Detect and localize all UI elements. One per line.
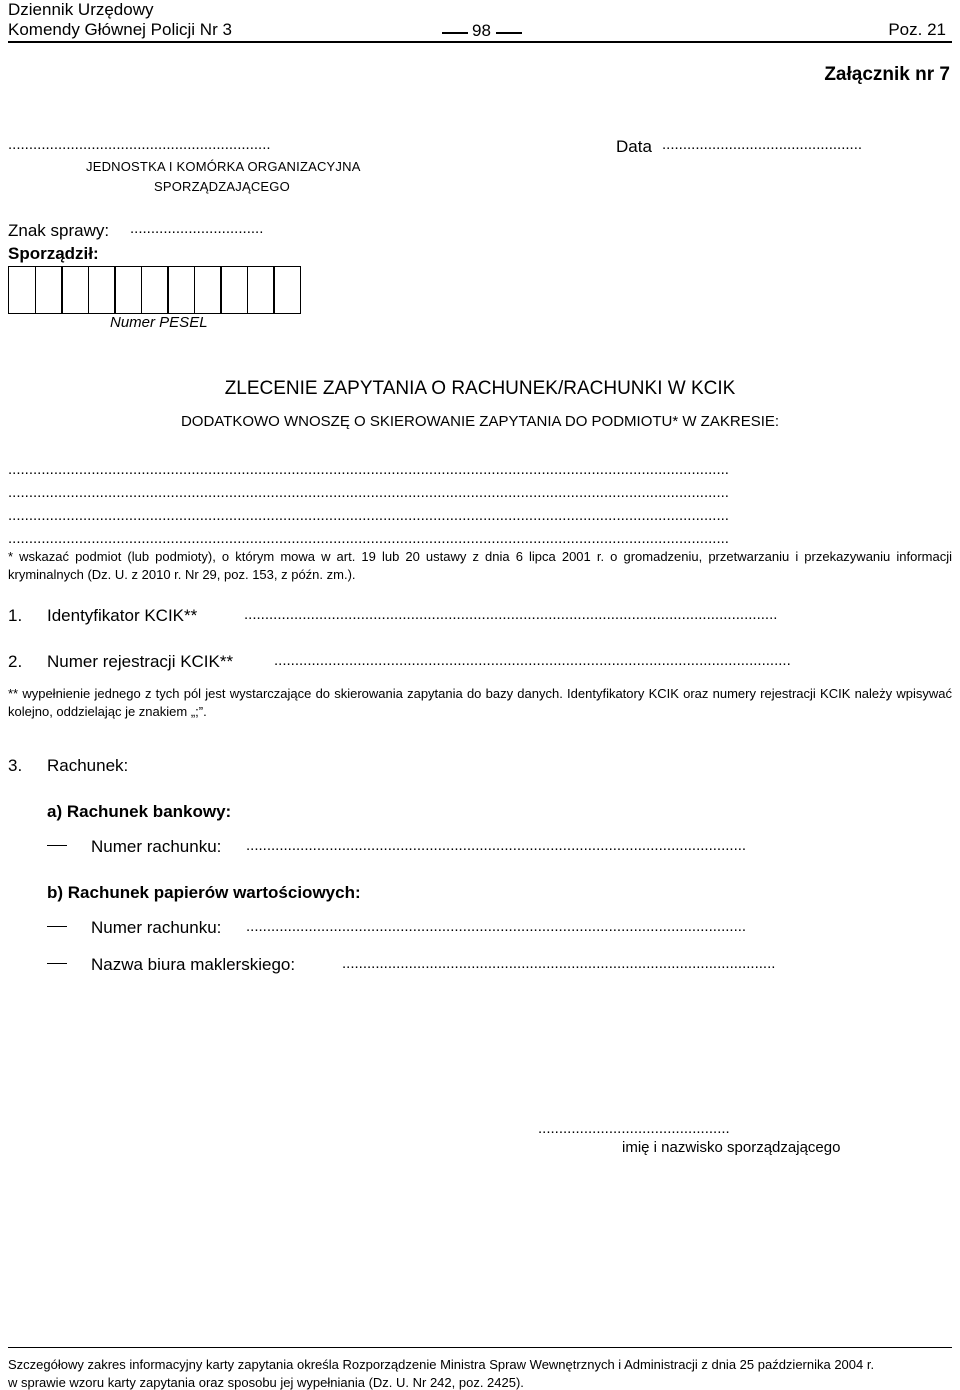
scope-line-4[interactable]: ............................................................................................................................................................................. [8,530,729,547]
prepared-by-label: Sporządził: [8,244,99,263]
pesel-digit-box[interactable] [141,266,169,314]
securities-account-label: Numer rachunku: [91,918,222,937]
pesel-boxes[interactable] [8,266,300,314]
dash-icon [47,845,67,847]
bank-account-row [47,837,221,857]
journal-title: Dziennik Urzędowy [8,0,154,19]
header-rule [8,41,952,43]
bank-account-heading: a) Rachunek bankowy: [47,802,232,821]
footnote-subject: * wskazać podmiot (lub podmioty), o którym mowa w art. 19 lub 20 ustawy z dnia 6 lipca 2001 r. o gromadzeniu, przetwarzaniu i przekazywaniu informacji kryminalnych (Dz. U. z 2010 r. Nr 29, poz. 153, z późn. zm.). [8,549,952,582]
item-1-number: 1. [8,606,23,625]
form-subtitle: DODATKOWO WNOSZĘ O SKIEROWANIE ZAPYTANIA DO PODMIOTU* W ZAKRESIE: [180,413,780,430]
footer-rule [8,1347,952,1348]
form-title: ZLECENIE ZAPYTANIA O RACHUNEK/RACHUNKI W KCIK [224,378,736,399]
footer-line-2: w sprawie wzoru karty zapytania oraz sposobu jej wypełniania (Dz. U. Nr 242, poz. 2425). [8,1375,524,1390]
item-1-label: Identyfikator KCIK** [47,606,198,625]
item-3-label: Rachunek: [47,756,129,775]
bank-account-label: Numer rachunku: [91,837,222,856]
case-label: Znak sprawy: [8,221,110,240]
scope-line-2[interactable]: ............................................................................................................................................................................. [8,484,729,501]
bank-account-field[interactable]: ........................................................................................................................ [246,837,747,854]
journal-subtitle: Komendy Głównej Policji Nr 3 [8,20,232,39]
scope-line-3[interactable]: ............................................................................................................................................................................. [8,507,729,524]
date-dots: ................................................ [662,136,863,153]
pesel-digit-box[interactable] [220,266,248,314]
pesel-digit-box[interactable] [273,266,301,314]
pesel-digit-box[interactable] [35,266,63,314]
signature-field[interactable]: .............................................. [538,1120,730,1137]
securities-account-field[interactable]: ........................................................................................................................ [246,918,747,935]
page-number-dash-right [496,32,522,34]
pesel-digit-box[interactable] [194,266,222,314]
pesel-digit-box[interactable] [247,266,275,314]
item-1-field[interactable]: ................................................................................................................................ [244,606,778,623]
annex-label: Załącznik nr 7 [824,64,950,85]
item-3-number: 3. [8,756,23,775]
item-2-number: 2. [8,652,23,671]
pesel-digit-box[interactable] [8,266,36,314]
scope-line-1[interactable]: ............................................................................................................................................................................. [8,461,729,478]
pesel-digit-box[interactable] [61,266,89,314]
securities-account-row [47,918,221,938]
pesel-digit-box[interactable] [88,266,116,314]
dash-icon [47,926,67,928]
broker-label: Nazwa biura maklerskiego: [91,955,296,974]
date-label: Data [616,137,652,156]
pesel-caption: Numer PESEL [110,314,208,331]
footer-line-1: Szczegółowy zakres informacyjny karty zapytania określa Rozporządzenie Ministra Spraw Wewnętrznych i Administracji z dnia 25 października 2004 r. [8,1357,875,1372]
footnote-kcik: ** wypełnienie jednego z tych pól jest wystarczające do skierowania zapytania do bazy danych. Identyfikatory KCIK oraz numery rejestracji KCIK należy wpisywać kolejno, oddzielając je znakiem „;”. [8,686,952,719]
page-number: 98 [472,21,491,40]
signature-label: imię i nazwisko sporządzającego [622,1139,841,1156]
case-dots: ................................ [130,220,264,237]
dash-icon [47,963,67,965]
unit-label-line2: SPORZĄDZAJĄCEGO [154,179,290,194]
pesel-digit-box[interactable] [114,266,142,314]
unit-label-line1: JEDNOSTKA I KOMÓRKA ORGANIZACYJNA [86,159,361,174]
pesel-digit-box[interactable] [167,266,195,314]
page-number-dash-left [442,32,468,34]
broker-row [47,955,295,975]
securities-account-heading: b) Rachunek papierów wartościowych: [47,883,361,902]
item-2-field[interactable]: ............................................................................................................................ [274,652,791,669]
position-number: Poz. 21 [888,20,946,39]
item-2-label: Numer rejestracji KCIK** [47,652,234,671]
broker-field[interactable]: ........................................................................................................ [342,955,776,972]
unit-dots: ............................................................... [8,136,271,153]
